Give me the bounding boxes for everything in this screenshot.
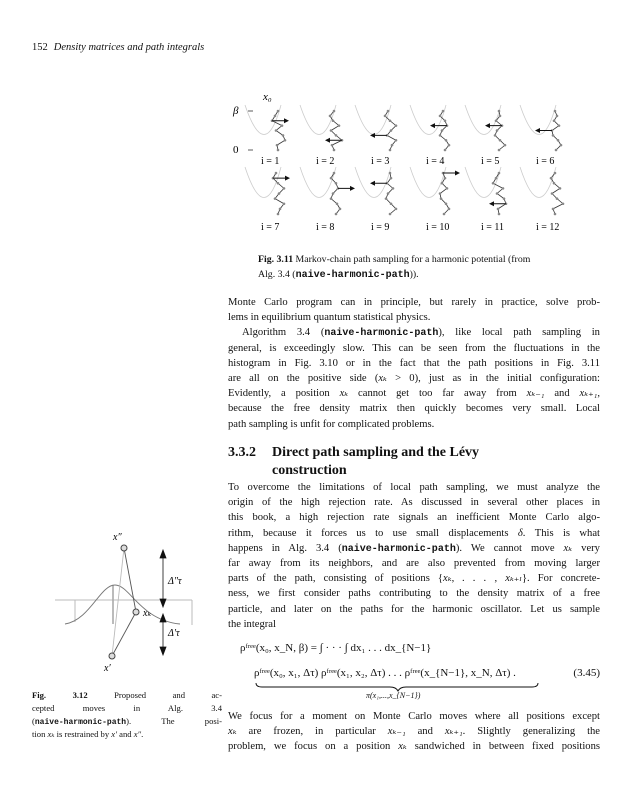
text: cepted moves in Alg. 3.4: [32, 703, 222, 713]
caption-text: Alg. 3.4 (: [258, 269, 296, 281]
code-text: naive-harmonic-path: [34, 718, 127, 727]
text: . Slightly generalizing the: [462, 726, 601, 738]
caption-code: naive-harmonic-path: [295, 270, 410, 282]
panel-label: i = 7: [261, 222, 280, 233]
section-title-cont: construction: [272, 463, 347, 478]
math-text: xₖ: [339, 388, 349, 400]
x0-label: x₀: [263, 91, 272, 103]
x-double-prime-label: x″: [113, 532, 122, 543]
math-text: xₖ₊₁: [579, 388, 598, 400]
panel-label: i = 9: [371, 222, 390, 233]
text: happens in Alg. 3.4 (: [228, 542, 342, 554]
x-k-point: [133, 609, 139, 615]
panel-label: i = 11: [481, 222, 505, 233]
text: Algorithm 3.4 (: [242, 327, 325, 339]
x-double-prime-point: [121, 545, 127, 551]
section-number: 3.3.2: [228, 445, 256, 460]
text: > 0), just as in the initial configuration:: [386, 372, 600, 384]
caption-text: Markov-chain path sampling for a harmonic potential (from: [293, 254, 531, 265]
section-title: Direct path sampling and the Lévy: [272, 445, 480, 460]
text: parts of the path, consisting of positions {: [228, 573, 443, 585]
math-text: xₖ: [378, 372, 387, 384]
text: origin of the high rejection rate. As discussed in several other places in: [228, 497, 600, 509]
delta-prime-label: Δ′τ: [168, 628, 180, 639]
text: are frozen, in particular: [236, 726, 388, 738]
text: this book, a high rejection rate signals an inefficient Monte Carlo algo-: [228, 512, 600, 524]
text: ness, we first consider paths contributing to the density matrix of a free: [228, 588, 600, 600]
delta-double-prime-label: Δ″τ: [168, 576, 182, 587]
text: We focus for a moment on Monte Carlo moves where all positions except: [228, 711, 600, 722]
panel-label: i = 12: [536, 222, 560, 233]
text-line: [32, 715, 222, 728]
beta-axis-label: β: [233, 105, 239, 117]
math-text: xₖ: [398, 741, 407, 753]
text: and: [405, 726, 445, 738]
text: ), like local path sampling in: [438, 327, 600, 339]
page-number: 152: [32, 42, 48, 53]
panel-label: i = 8: [316, 222, 335, 233]
text: .: [141, 729, 144, 739]
text: rithm, because it forces us to use small displacements: [228, 527, 518, 539]
text: (: [32, 716, 35, 726]
equation-line-1: ρᶠʳᵉᵉ(x₀, x_N, β) = ∫ · · · ∫ dx₁ . . . dx_{N−1}: [240, 642, 432, 654]
math-text: xₖ₋₁: [526, 388, 545, 400]
underbrace-label: π(x₁,...,x_{N−1}): [366, 691, 421, 700]
panel-label: i = 10: [426, 222, 450, 233]
text: Fig. 3.12: [32, 690, 88, 700]
figure-3-12-caption: [32, 689, 222, 741]
text: To overcome the limitations of local path sampling, we must analyze the: [228, 482, 600, 493]
x-k-label: xₖ: [143, 608, 152, 619]
text: sandwiched in between fixed positions: [406, 741, 600, 753]
math-text: x″: [133, 729, 142, 739]
code-text: naive-harmonic-path: [324, 328, 439, 340]
math-text: xₖ: [228, 726, 237, 738]
x-prime-label: x′: [104, 663, 111, 674]
code-text: naive-harmonic-path: [341, 543, 456, 555]
panel-label: i = 5: [481, 156, 500, 167]
text: path sampling is unfit for complicated problems.: [228, 418, 435, 430]
text: the integral: [228, 618, 276, 630]
math-text: xₖ, . . . , xₖ₊ₗ: [443, 573, 522, 585]
text-line: [32, 689, 222, 702]
text: and: [544, 388, 580, 400]
text: problem, we focus on a position: [228, 741, 399, 753]
panel-label: i = 4: [426, 156, 445, 167]
text: tion: [32, 729, 48, 739]
math-text: x′: [111, 729, 117, 739]
zero-axis-label: 0: [233, 144, 239, 156]
text: cannot get too far away from: [348, 388, 527, 400]
text: }. For concrete-: [521, 573, 600, 585]
text-line: [32, 728, 222, 741]
panel-label: i = 3: [371, 156, 390, 167]
panel-label: i = 2: [316, 156, 335, 167]
text: histogram in Fig. 3.10 or in the fact that the path positions in Fig. 3.11: [228, 357, 600, 369]
text: is restrained by: [54, 729, 112, 739]
math-text: xₖ: [563, 542, 573, 554]
math-text: δ: [517, 527, 523, 539]
x-prime-point: [109, 653, 115, 659]
text: very: [572, 542, 600, 554]
text: Evidently, a position: [228, 388, 340, 400]
text: . This is what: [522, 527, 600, 539]
math-text: xₖ₊₁: [444, 726, 463, 738]
caption-label: Fig. 3.11: [258, 254, 294, 265]
math-text: xₖ₋₁: [387, 726, 406, 738]
text: Proposed and ac-: [87, 690, 222, 700]
text: and: [117, 729, 134, 739]
text: ,: [597, 388, 600, 400]
text: are all on the positive side (: [228, 372, 379, 384]
panel-label: i = 1: [261, 156, 280, 167]
delta-arrows: [160, 550, 166, 655]
text-line: [32, 702, 222, 715]
text: far away from its neighbors, and are also prevented from moving larger: [228, 557, 600, 569]
text: Monte Carlo program can in principle, but rarely in practice, solve prob-: [228, 297, 600, 308]
caption-text: )).: [409, 269, 419, 281]
text: ). We cannot move: [455, 542, 564, 554]
equation-line-2: ρᶠʳᵉᵉ(x₀, x₁, Δτ) ρᶠʳᵉᵉ(x₁, x₂, Δτ) . . . ρᶠʳᵉᵉ(x_{N−1}, x_N, Δτ) .: [254, 667, 516, 679]
chapter-title: Density matrices and path integrals: [53, 42, 205, 53]
text: lems in equilibrium quantum statistical physics.: [228, 312, 431, 324]
math-text: xₖ: [47, 729, 55, 739]
text: because the free density matrix then quickly becomes very small. Local: [228, 403, 600, 415]
text: ). The posi-: [126, 716, 222, 726]
text: general, is exceedingly slow. This can be seen from the fluctuations in the: [228, 342, 600, 354]
text: particle, and later on the paths for the harmonic oscillator. Let us sample: [228, 603, 600, 615]
panel-label: i = 6: [536, 156, 555, 167]
equation-number: (3.45): [573, 667, 600, 679]
